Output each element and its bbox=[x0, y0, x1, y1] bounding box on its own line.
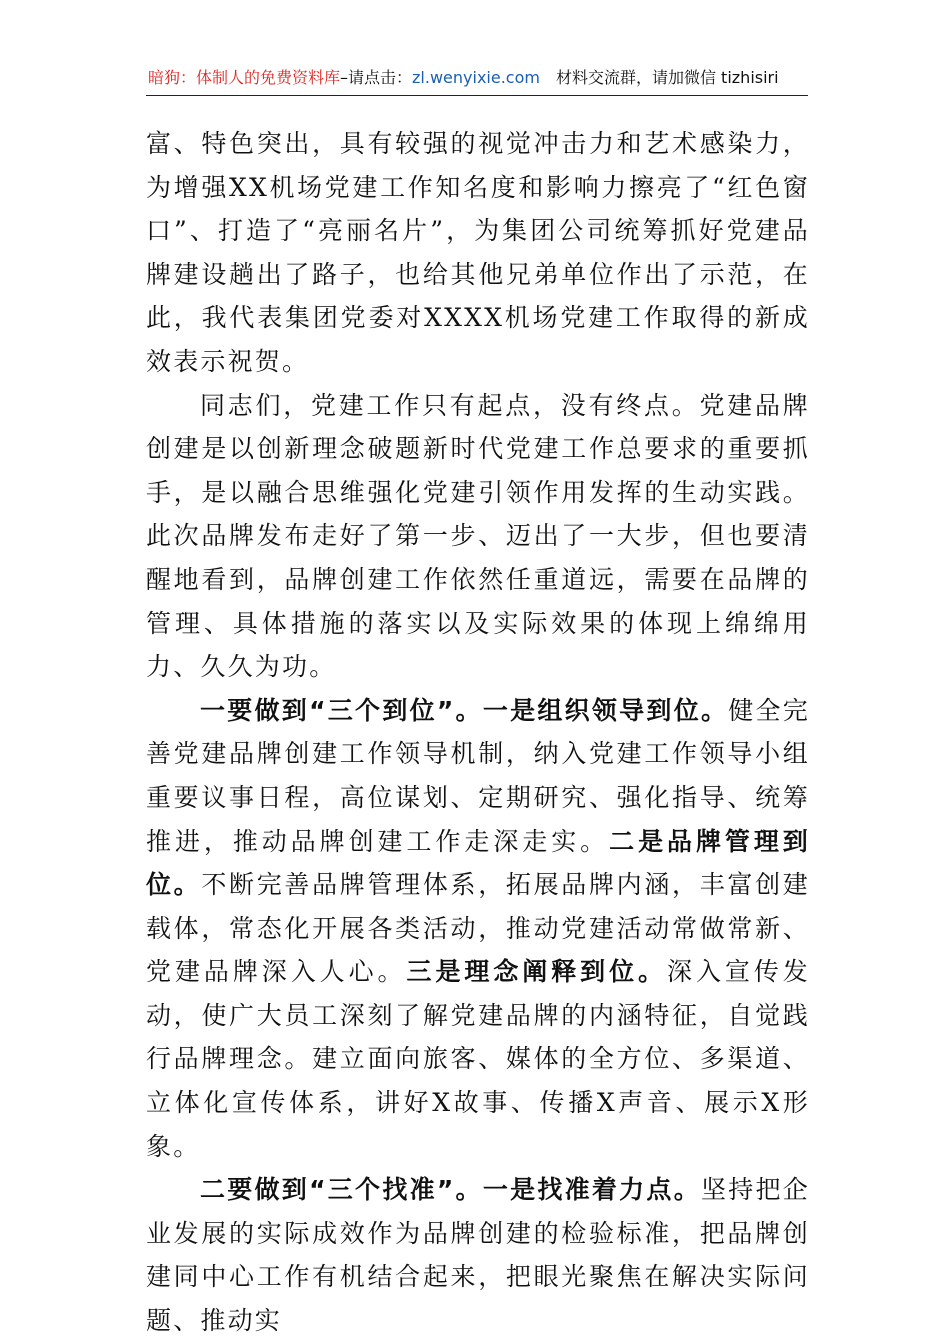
point-heading-3: 三是理念阐释到位。 bbox=[406, 957, 667, 987]
point-text-1: 健全完善党建品牌创建工作领导机制，纳入党建工作领导小组重要议事日程，高位谋划、定期研究、强化指导、统筹推进，推动品牌创建工作走深走实。 bbox=[146, 695, 810, 856]
page-header bbox=[148, 66, 808, 90]
header-contact: 材料交流群，请加微信 tizhisiri bbox=[555, 68, 779, 87]
document-body bbox=[146, 122, 810, 1343]
point-text-2: 不断完善品牌管理体系，拓展品牌内涵，丰富创建载体，常态化开展各类活动，推动党建活动常做常新、党建品牌深入人心。 bbox=[146, 870, 810, 987]
header-site-name: 暗狗：体制人的免费资料库 bbox=[148, 68, 341, 87]
point-text-4: 坚持把企业发展的实际成效作为品牌创建的检验标准，把品牌创建同中心工作有机结合起来，把眼光聚焦在解决实际问题、推动实 bbox=[146, 1175, 810, 1336]
point-heading-1: 一要做到“三个到位”。一是组织领导到位。 bbox=[200, 695, 729, 725]
point-heading-2: 二是品牌管理到位。 bbox=[146, 826, 810, 900]
point-text-3: 深入宣传发动，使广大员工深刻了解党建品牌的内涵特征，自觉践行品牌理念。建立面向旅客、媒体的全方位、多渠道、立体化宣传体系，讲好X故事、传播X声音、展示X形象。 bbox=[146, 957, 810, 1161]
paragraph-4 bbox=[146, 1168, 810, 1342]
header-click-prompt: –请点击： bbox=[340, 68, 413, 87]
header-link[interactable]: zl.wenyixie.com bbox=[412, 68, 540, 87]
paragraph-2: 同志们，党建工作只有起点，没有终点。党建品牌创建是以创新理念破题新时代党建工作总要求的重要抓手，是以融合思维强化党建引领作用发挥的生动实践。此次品牌发布走好了第一步、迈出了一大步，但也要清醒地看到，品牌创建工作依然任重道远，需要在品牌的管理、具体措施的落实以及实际效果的体现上绵绵用力、久久为功。 bbox=[146, 390, 810, 682]
header-rule bbox=[146, 95, 808, 96]
paragraph-3 bbox=[146, 689, 810, 1169]
point-heading-4: 二要做到“三个找准”。一是找准着力点。 bbox=[200, 1175, 701, 1205]
paragraph-1: 富、特色突出，具有较强的视觉冲击力和艺术感染力，为增强XX机场党建工作知名度和影响力擦亮了“红色窗口”、打造了“亮丽名片”，为集团公司统筹抓好党建品牌建设趟出了路子，也给其他兄弟单位作出了示范，在此，我代表集团党委对XXXX机场党建工作取得的新成效表示祝贺。 bbox=[146, 129, 810, 376]
